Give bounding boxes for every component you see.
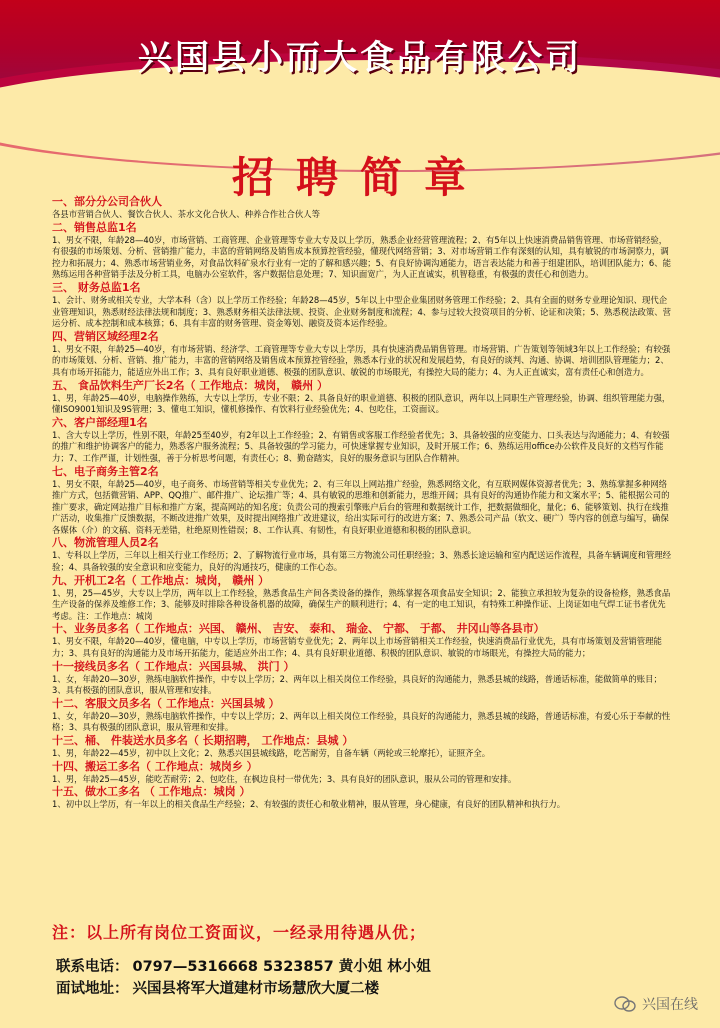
- headline: 招聘简章: [231, 153, 488, 202]
- section-title: 十、业务员多名（ 工作地点：兴国、 赣州、 吉安、 泰和、 瑞金、 宁都、 于都、 井冈山等各县市）: [52, 622, 545, 636]
- section-title: 三、 财务总监1名: [52, 280, 141, 294]
- section-title: 十二、客服文员多名（ 工作地点：兴国县城 ）: [52, 696, 280, 710]
- section-body: 1、男，年龄22—45岁，初中以上文化；2、熟悉兴国县城线路，吃苦耐劳，自备车辆（两轮或三轮摩托），证照齐全。: [52, 748, 491, 758]
- phone-line: [56, 956, 676, 978]
- section-body: 1、男女不限，年龄25—40岁，电子商务、市场营销等相关专业优先；2、有三年以上网站推广经验，熟悉网络文化，有互联网媒体资源者优先；3、熟练掌握多种网络推广方式，包括微营销、APP、QQ推广、邮件推广、论坛推广等；4、具有敏锐的思维和创新能力，思维开阔；具有良好的沟通协作能力和文案水平；5、能根据公司的推广要求，确定网站推广目标和推广方案，提高网站的知名度；负责公司的搜索引擎账户后台的管理和数据统计工作，把数据做细化，量化；6、能够策划、执行在线推广活动，收集推广反馈数据，不断改进推广效果，及时提出网络推广改进建议，给出实际可行的改进方案；7、熟悉公司产品（软文、硬广）等内容的创意与编写，确保各媒体（介）的文稿、资料无差错，杜绝原则性错误；8、工作认真、有韧性，有良好职业道德和积极的团队意识。: [52, 478, 670, 535]
- address-value: 兴国县将军大道建材市场慧欣大厦二楼: [132, 981, 379, 997]
- section-body: 1、女，年龄20—30岁，熟练电脑软件操作，中专以上学历；2、两年以上相关岗位工作经验，具良好的沟通能力，熟悉县城的线路，普通话标准，能做简单的账目；3、具有极强的团队意识，服从管理和安排。: [52, 673, 662, 696]
- section-title: 七、电子商务主管2名: [52, 464, 159, 478]
- section-title: 四、营销区域经理2名: [52, 329, 159, 343]
- section-body: 1、男女不限，年龄20—40岁，懂电脑，中专以上学历，市场营销专业优先；2、两年以上市场营销相关工作经验，快速消费品行业优先，具有市场策划及营销管理能力；3、具有良好的沟通能力及市场开拓能力，能适应外出工作；4、具有良好职业道德、积极的团队意识、敏锐的市场眼光，有操控大局的能力；: [52, 636, 662, 659]
- section-body: 1、男，年龄25—45岁，能吃苦耐劳；2、包吃住，在枫边良村一带优先；3、具有良好的团队意识，服从公司的管理和安排。: [52, 773, 517, 784]
- section-title: 十四、搬运工多名（ 工作地点：城岗乡 ）: [52, 759, 258, 773]
- section-body: 1、男女不限，年龄25—40岁，有市场营销、经济学、工商管理等专业大专以上学历，具有快速消费品销售管理。市场营销、广告策划等领域3年以上工作经验；有较强的市场策划、分析、营销、推广能力，丰富的营销网络及销售成本预算控管经验，熟悉本行业的状况和发展趋势，有良好的谈判、沟通、协调、培训团队管理能力；2、具有市场开拓能力，能适应外出工作；3、具有良好职业道德、极强的团队意识、敏锐的市场眼光，有操控大局的能力；4、为人正直诚实，富有责任心和创造力。: [52, 343, 671, 377]
- company-name: 兴国县小而大食品有限公司: [138, 38, 582, 78]
- section-body: 1、含大专以上学历，性别不限，年龄25至40岁，有2年以上工作经验；2、有销售或客服工作经验者优先；3、具备较强的应变能力、口头表达与沟通能力；4、有较强的推广和维护协调客户的能力，熟悉客户服务流程；5、具备较强的学习能力，可快速掌握专业知识，及时开展工作；6、熟练运用office办公软件及良好的文档写作能力；7、工作严谨，计划性强，善于分析思考问题，有责任心；8、勤奋踏实，良好的服务意识与团队合作精神。: [52, 429, 670, 463]
- address-line: [56, 978, 676, 1000]
- section-title: 六、客户部经理1名: [52, 415, 148, 429]
- watermark-text: 兴国在线: [642, 997, 698, 1013]
- section-title: 十五、做水工多名 （ 工作地点：城岗 ）: [52, 785, 251, 799]
- section-title: 二、销售总监1名: [52, 220, 137, 234]
- watermark: [614, 994, 698, 1014]
- section-body: 1、男，年龄25—40岁，电脑操作熟练，大专以上学历，专业不限；2、具备良好的职业道德、积极的团队意识，两年以上同职生产管理经验，协调、组织管理能力强，懂ISO9001知识及9S管理；3、懂电工知识，懂机修操作、有饮料行业经验优先；4、包吃住，工资面议。: [52, 392, 671, 415]
- section-body: 1、专科以上学历，三年以上相关行业工作经历；2、了解物流行业市场，具有第三方物流公司任职经验；3、熟悉长途运输和室内配送运作流程，具备车辆调度和管理经验；4、具备较强的安全意识和应变能力，良好的沟通技巧，健康的工作心态。: [52, 550, 671, 573]
- section-title: 十一接线员多名（ 工作地点：兴国县城、 洪门 ）: [52, 659, 295, 673]
- section-body: 1、女，年龄20—30岁，熟练电脑软件操作，中专以上学历；2、两年以上相关岗位工作经验，具良好的沟通能力，熟悉县城的线路，普通话标准，有爱心乐于奉献的性格；3、具有极强的团队意识，服从管理和安排。: [52, 710, 671, 733]
- job-sections: [52, 195, 674, 811]
- section-title: 八、物流管理人员2名: [52, 536, 159, 550]
- section-body: 1、男，25—45岁，大专以上学历，两年以上工作经验，熟悉食品生产间各类设备的操作，熟练掌握各项食品安全知识；2、能独立承担较为复杂的设备检修，熟悉食品生产设备的保养及维修工作；3、能够及时排除各种设备机器的故障，确保生产的顺利进行；4、有一定的电工知识，有特殊工种操作证、上岗证如电气焊工证书者优先考虑。注：工作地点：城岗: [52, 587, 671, 621]
- section-body: 1、男女不限，年龄28—40岁，市场营销、工商管理、企业管理等专业大专及以上学历，熟悉企业经营管理流程；2、有5年以上快速消费品销售管理、市场营销经验，有很强的市场策划、分析、营销推广能力，丰富的营销网络及销售成本预算控管经验，懂现代网络营销；3、对市场营销工作有深刻的认知，具有敏锐的市场洞察力，调控力和拓展力；4、熟悉市场营销业务，对食品饮料矿泉水行业有一定的了解和感兴趣；5、有良好协调沟通能力，语言表达能力和善于组建团队，培训团队能力；6、能熟练运用各种营销手法及分析工具，电脑办公室软件，客户数据信息处理；7、知识面宽广，为人正直诚实，机智稳重，有极强的责任心和创造力。: [52, 234, 671, 280]
- salary-note: 注：以上所有岗位工资面议，一经录用待遇从优；: [52, 923, 427, 942]
- section-body: 1、会计、财务或相关专业，大学本科（含）以上学历工作经验；年龄28—45岁，5年以上中型企业集团财务管理工作经验；2、具有全面的财务专业理论知识、现代企业管理知识，熟悉财经法律法规和制度；3、熟悉财务相关法律法规、投资、企业财务制度和流程；4、参与过较大投资项目的分析、论证和决策；5、熟悉税法政策、营运分析、成本控制和成本核算；6、具有丰富的财务管理、资金筹划、融资及资本运作经验。: [52, 294, 671, 329]
- section-title: 九、开机工2名（ 工作地点：城岗， 赣州 ）: [52, 573, 270, 587]
- wechat-icon: [614, 996, 636, 1012]
- section-body: 各县市营销合伙人、餐饮合伙人、茶水文化合伙人、种养合作社合伙人等: [52, 209, 320, 219]
- contact-block: [56, 956, 676, 1000]
- phone-label: 联系电话：: [56, 959, 129, 975]
- address-label: 面试地址：: [56, 981, 129, 997]
- phone-value: 0797—5316668 5323857 黄小姐 林小姐: [132, 959, 431, 975]
- section-title: 五、 食品饮料生产厂长2名（ 工作地点：城岗， 赣州 ）: [52, 378, 328, 392]
- section-title: 一、部分分公司合伙人: [52, 195, 162, 208]
- section-title: 十三、桶、 件装送水员多名（ 长期招聘， 工作地点：县城 ）: [52, 734, 354, 747]
- section-body: 1、初中以上学历，有一年以上的相关食品生产经验；2、有较强的责任心和敬业精神，服从管理，身心健康，有良好的团队精神和执行力。: [52, 799, 566, 810]
